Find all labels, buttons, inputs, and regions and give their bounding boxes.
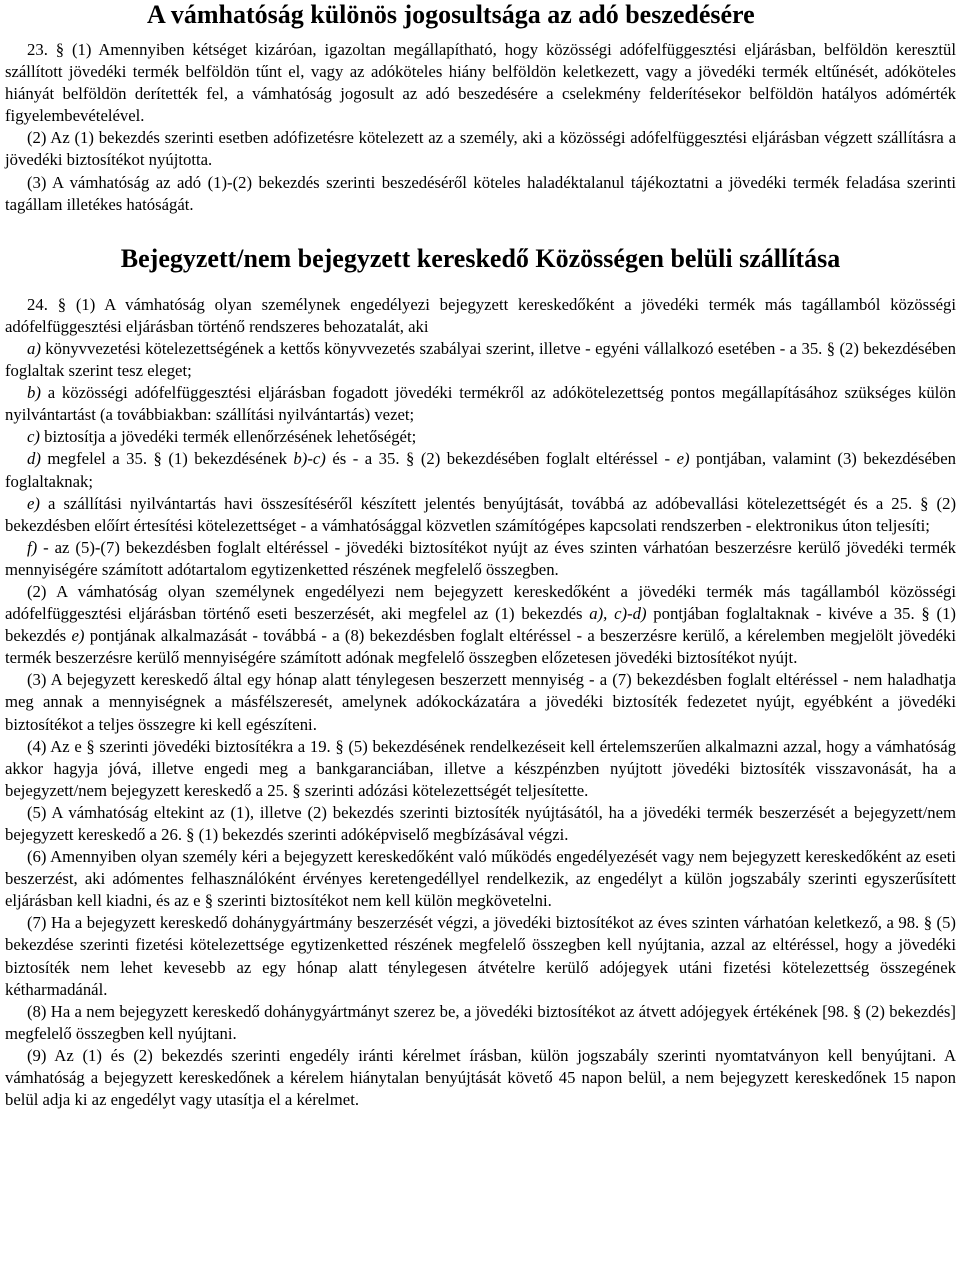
section-23-paragraph-2: (2) Az (1) bekezdés szerinti esetben adófizetésre kötelezett az a személy, aki a közösségi adófelfüggesztési eljárásban végzett szállításra a jövedéki biztosítékot nyújtotta. xyxy=(5,128,956,170)
section-number: 23. xyxy=(27,40,48,59)
item-text: megfelel a 35. § (1) bekezdésének xyxy=(40,449,294,469)
section-sign: § xyxy=(57,294,67,314)
item-letter: c) xyxy=(27,427,40,447)
paragraph-text: pontjában foglaltaknak - kivéve a 35. § (1) bekezdés xyxy=(5,604,956,646)
list-item-d xyxy=(5,448,956,492)
section-23-paragraph-1 xyxy=(5,39,956,127)
item-text: a közösségi adófelfüggesztési eljárásban fogadott jövedéki termékről az adókötelezettség pontos megállapításához szükséges külön nyilvántartást (a továbbiakban: szállítási nyilvántartás) vezet; xyxy=(5,383,956,425)
item-reference: e) xyxy=(71,626,85,646)
section-number: 24. xyxy=(27,294,48,314)
section-24-paragraph-8: (8) Ha a nem bejegyzett kereskedő dohánygyártmányt szerez be, a jövedéki biztosítékot az átvett adójegyek értékének [98. § (2) bekezdés] megfelelő összegben kell nyújtani. xyxy=(5,1001,956,1043)
item-letter: f) xyxy=(27,537,38,557)
section-23-paragraph-3: (3) A vámhatóság az adó (1)-(2) bekezdés szerinti beszedéséről köteles haladéktalanul tájékoztatni a jövedéki termék feladása szerinti tagállam illetékes hatóságát. xyxy=(5,172,956,214)
section-24-paragraph-9: (9) Az (1) és (2) bekezdés szerinti engedély iránti kérelmet írásban, külön jogszabály szerinti nyomtatványon kell benyújtani. A vámhatóság a bejegyzett kereskedőnek a kérelem hiánytalan benyújtását követő 45 napon belül, a nem bejegyzett kereskedőnek 15 napon belül adja ki az engedélyt vagy utasítja el a kérelmet. xyxy=(5,1045,956,1110)
list-item-b xyxy=(5,382,956,426)
item-text: pontjában, valamint (3) bekezdésében foglaltaknak; xyxy=(5,449,956,491)
section-24-paragraph-3: (3) A bejegyzett kereskedő által egy hónap alatt ténylegesen beszerzett mennyiség - a (7) bekezdésben foglalt eltéréssel - nem haladhatja meg annak a mennyiségnek a másfélszeresét, amelynek adókockázatára a jövedéki biztosíték fedezetet nyújt, egyébként a jövedéki biztosítékot a teljes összegre ki kell egészíteni. xyxy=(5,670,956,734)
item-letter: b) xyxy=(27,383,41,403)
section-24-paragraph-6: (6) Amennyiben olyan személy kéri a bejegyzett kereskedőként való működés engedélyezését vagy nem bejegyzett kereskedőként az eseti beszerzést, aki adómentes felhasználóként érvényes keretengedéllyel rendelkezik, az engedélyt a külön jogszabály szerinti egyszerűsített eljárásban kell kiadni, és az e § szerinti biztosítékot nem kell külön megkövetelni. xyxy=(5,847,956,911)
item-text: könyvvezetési kötelezettségének a kettős könyvvezetés szabályai szerint, illetve - egyéni vállalkozó esetében - a 35. § (2) bekezdésében foglaltak szerint tesz eleget; xyxy=(5,338,956,381)
list-item-a xyxy=(5,338,956,382)
paragraph-text: (2) A vámhatóság olyan személynek engedélyezi nem bejegyzett kereskedőként a jövedéki termék más tagállamból közösségi adófelfüggesztési eljárásban történő eseti beszerzését, aki megfelel az (1) bekezdés xyxy=(5,581,956,624)
item-text: a szállítási nyilvántartás havi összesítéséről készített jelentés benyújtását, továbbá az adóbevallási kötelezettségét és a 25. § (2) bekezdésben előírt értesítési kötelezettséget - a vámhatósággal közvetlen számítógépes kapcsolati rendszerben - elektronikus úton teljesíti; xyxy=(5,493,956,535)
item-letter: d) xyxy=(27,449,41,469)
item-text: és - a 35. § (2) bekezdésében foglalt eltéréssel - xyxy=(325,449,677,469)
section-sign: § xyxy=(55,40,65,59)
section-24-paragraph-7: (7) Ha a bejegyzett kereskedő dohánygyártmány beszerzését végzi, a jövedéki biztosítékot az éves szinten várhatóan keletkező, a 98. § (5) bekezdése szerinti fizetési kötelezettsége egytizenketted részének megfelelő összegben kell nyújtania, azzal az eltéréssel, hogy a jövedéki biztosíték nem lehet kevesebb az egy hónap alatt ténylegesen átvételre kerülő adójegyek utáni fizetési kötelezettség összegének kétharmadánál. xyxy=(5,913,956,999)
section-heading: Bejegyzett/nem bejegyzett kereskedő Közösségen belüli szállítása xyxy=(120,243,841,273)
paragraph-text: (1) A vámhatóság olyan személynek engedélyezi bejegyzett kereskedőként a jövedéki termék más tagállamból közösségi adófelfüggesztési eljárásban történő rendszeres behozatalát, aki xyxy=(5,294,957,336)
paragraph-text: pontjának alkalmazását - továbbá - a (8) bekezdésben foglalt eltéréssel - a beszerzésre kerülő, a kérelemben megjelölt jövedéki termék beszerzésre kerülő mennyiségére számított adónak megfelelő összegben előzetesen jövedéki biztosítékot nyújt. xyxy=(5,626,957,668)
item-letter: e) xyxy=(27,493,40,513)
item-reference: b)-c) xyxy=(293,449,326,469)
item-reference: e) xyxy=(676,449,690,469)
list-item-c xyxy=(5,426,956,448)
list-item-e xyxy=(5,493,956,537)
section-24-paragraph-1 xyxy=(5,294,956,338)
section-24-paragraph-5: (5) A vámhatóság eltekint az (1), illetve (2) bekezdés szerinti biztosíték nyújtásától, ha a jövedéki termék beszerzését a bejegyzett/nem bejegyzett kereskedő a 26. § (1) bekezdés szerinti adóképviselő megbízásával végzi. xyxy=(5,802,956,844)
item-letter: a) xyxy=(27,338,41,358)
section-24-paragraph-2 xyxy=(5,581,956,669)
item-text: - az (5)-(7) bekezdésben foglalt eltéréssel - jövedéki biztosítékot nyújt az éves szinten várhatóan beszerzésre kerülő jövedéki termék mennyiségére számított adótartalom egytizenketted részének megfelelő összegben. xyxy=(5,537,956,579)
page-title: A vámhatóság különös jogosultsága az adó beszedésére xyxy=(147,0,755,29)
list-item-f xyxy=(5,537,956,581)
item-reference: a), c)-d) xyxy=(589,604,647,624)
item-text: biztosítja a jövedéki termék ellenőrzésének lehetőségét; xyxy=(39,427,417,447)
section-24-paragraph-4: (4) Az e § szerinti jövedéki biztosítékra a 19. § (5) bekezdésének rendelkezéseit kell értelemszerűen alkalmazni azzal, hogy a vámhatóság akkor hagyja jóvá, illetve engedi meg a bankgaranciában, illetve a készpénzben nyújtott jövedéki biztosíték visszavonását, ha a bejegyzett/nem bejegyzett kereskedő a 25. § szerinti adózási kötelezettségét teljesítette. xyxy=(5,736,956,800)
paragraph-text: (1) Amennyiben kétséget kizáróan, igazoltan megállapítható, hogy közösségi adófelfüggesztési eljárásban, belföldön keresztül szállított jövedéki termék belföldön tűnt el, vagy az adóköteles hiány belföldön keletkezett, vagy a jövedéki termék eltűnését, adóköteles hiányát belföldön derítették fel, a vámhatóság jogosult az adó beszedésére a cselekmény felderítésekor belföldön hatályos adómérték figyelembevételével. xyxy=(5,40,956,126)
